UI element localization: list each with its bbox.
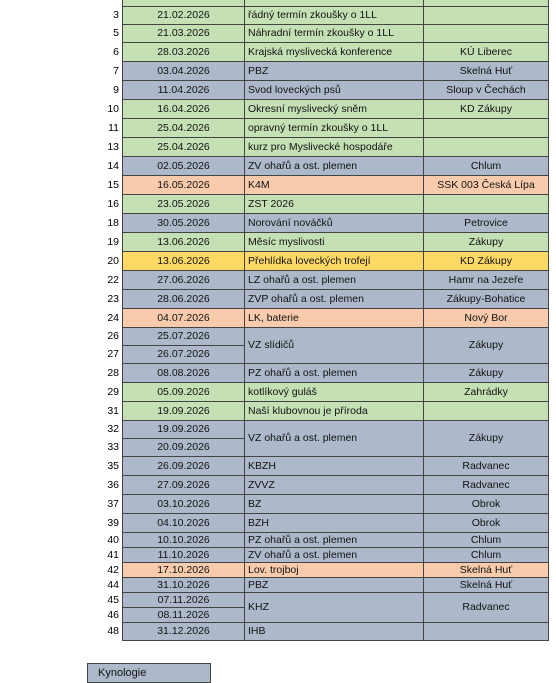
week-number: 31 [86,402,123,421]
event-date: 27.06.2026 [123,271,245,290]
event-name: PBZ [245,62,424,81]
event-name: řádný termín zkoušky o 1LL [245,7,424,25]
week-number: 15 [86,176,123,195]
week-number: 13 [86,138,123,157]
schedule-row [86,81,549,100]
schedule-row [86,563,549,578]
week-number: 3 [86,7,123,25]
event-date: 20.09.2026 [123,439,245,457]
schedule-row [86,62,549,81]
event-date: 25.07.2026 [123,328,245,346]
week-number: 27 [86,346,123,364]
event-name: K4M [245,176,424,195]
event-place: Skelná Huť [424,563,549,578]
event-date: 28.06.2026 [123,290,245,309]
event-date: 16.04.2026 [123,100,245,119]
event-name: VZ ohařů a ost. plemen [245,421,424,457]
week-number: 41 [86,548,123,563]
week-number: 10 [86,100,123,119]
event-name: Lov. trojboj [245,563,424,578]
event-date: 02.05.2026 [123,157,245,176]
event-date: 31.12.2026 [123,623,245,641]
event-date: 31.10.2026 [123,578,245,593]
week-number: 44 [86,578,123,593]
event-place: Radvanec [424,476,549,495]
event-name: opravný termín zkoušky o 1LL [245,119,424,138]
event-date: 11.04.2026 [123,81,245,100]
schedule-row [86,214,549,233]
schedule-row [86,383,549,402]
event-date: 17.10.2026 [123,563,245,578]
event-name: Okresní myslivecký sněm [245,100,424,119]
event-place [424,623,549,641]
schedule-row [86,578,549,593]
event-name: Měsíc myslivosti [245,233,424,252]
event-name: Krajská myslivecká konference [245,43,424,62]
week-number: 14 [86,157,123,176]
schedule-row [86,623,549,641]
schedule-row [86,495,549,514]
legend-label: Kynologie [98,667,147,679]
event-date: 19.09.2026 [123,421,245,439]
event-name: KBZH [245,457,424,476]
event-place [424,25,549,43]
schedule-row [86,252,549,271]
event-place [424,138,549,157]
event-place: KD Zákupy [424,252,549,271]
event-name: Norování nováčků [245,214,424,233]
event-date: 25.04.2026 [123,119,245,138]
event-date: 21.02.2026 [123,7,245,25]
event-date: 10.10.2026 [123,533,245,548]
schedule-row [86,548,549,563]
schedule-row [86,514,549,533]
schedule-row [86,290,549,309]
event-date: 27.09.2026 [123,476,245,495]
week-number: 5 [86,25,123,43]
event-place: Obrok [424,514,549,533]
week-number: 37 [86,495,123,514]
week-number: 26 [86,328,123,346]
event-date: 04.07.2026 [123,309,245,328]
event-date: 26.07.2026 [123,346,245,364]
event-date: 07.11.2026 [123,593,245,608]
schedule-row [86,233,549,252]
week-number: 24 [86,309,123,328]
week-number: 18 [86,214,123,233]
schedule-row [86,402,549,421]
event-name: BZH [245,514,424,533]
week-number: 9 [86,81,123,100]
event-name: ZV ohařů a ost. plemen [245,157,424,176]
schedule-row [86,328,549,346]
week-number: 45 [86,593,123,608]
event-place: Zákupy-Bohatice [424,290,549,309]
event-name: LK, baterie [245,309,424,328]
event-place: Chlum [424,548,549,563]
week-number: 48 [86,623,123,641]
event-place: Zákupy [424,328,549,364]
event-place: Chlum [424,533,549,548]
event-place: Chlum [424,157,549,176]
week-number: 20 [86,252,123,271]
week-number: 36 [86,476,123,495]
schedule-row [86,25,549,43]
event-date: 08.11.2026 [123,608,245,623]
event-place [424,7,549,25]
week-number: 29 [86,383,123,402]
schedule-row [86,364,549,383]
event-name: ZV ohařů a ost. plemen [245,548,424,563]
event-place [424,119,549,138]
event-name: ZVVZ [245,476,424,495]
event-date: 26.09.2026 [123,457,245,476]
event-name: ZST 2026 [245,195,424,214]
week-number: 46 [86,608,123,623]
schedule-row [86,309,549,328]
schedule-row [86,7,549,25]
event-name: PZ ohařů a ost. plemen [245,533,424,548]
week-number: 23 [86,290,123,309]
event-place: Zákupy [424,421,549,457]
event-place: Radvanec [424,457,549,476]
event-name: kotlíkový guláš [245,383,424,402]
event-place [424,195,549,214]
week-number: 11 [86,119,123,138]
week-number: 22 [86,271,123,290]
week-number: 32 [86,421,123,439]
legend-kynologie [87,663,211,683]
event-place: Skelná Huť [424,62,549,81]
event-date: 03.10.2026 [123,495,245,514]
week-number: 6 [86,43,123,62]
week-number: 28 [86,364,123,383]
event-name: LZ ohařů a ost. plemen [245,271,424,290]
event-date: 11.10.2026 [123,548,245,563]
schedule-row [86,195,549,214]
event-date: 08.08.2026 [123,364,245,383]
schedule-table [86,0,549,641]
event-name: IHB [245,623,424,641]
event-place: Zákupy [424,364,549,383]
event-name: ZVP ohařů a ost. plemen [245,290,424,309]
event-date: 16.05.2026 [123,176,245,195]
schedule-row [86,476,549,495]
schedule-row [86,138,549,157]
schedule-row [86,421,549,439]
schedule-row [86,119,549,138]
week-number: 33 [86,439,123,457]
event-place: Nový Bor [424,309,549,328]
week-number: 39 [86,514,123,533]
event-date: 30.05.2026 [123,214,245,233]
event-place: Obrok [424,495,549,514]
week-number: 16 [86,195,123,214]
schedule-body [86,0,549,641]
event-place: SSK 003 Česká Lípa [424,176,549,195]
schedule-row [86,533,549,548]
event-date: 28.03.2026 [123,43,245,62]
event-name: PZ ohařů a ost. plemen [245,364,424,383]
event-name: Naší klubovnou je příroda [245,402,424,421]
schedule-row [86,176,549,195]
event-place: Hamr na Jezeře [424,271,549,290]
event-date: 04.10.2026 [123,514,245,533]
event-place: Zahrádky [424,383,549,402]
event-name: Náhradní termín zkoušky o 1LL [245,25,424,43]
week-number: 42 [86,563,123,578]
event-name: BZ [245,495,424,514]
schedule-row [86,271,549,290]
event-place: Skelná Huť [424,578,549,593]
event-place: KD Zákupy [424,100,549,119]
week-number: 7 [86,62,123,81]
schedule-row [86,100,549,119]
event-name: Svod loveckých psů [245,81,424,100]
week-number: 19 [86,233,123,252]
event-date: 23.05.2026 [123,195,245,214]
event-date: 13.06.2026 [123,252,245,271]
schedule-row [86,593,549,608]
event-place [424,402,549,421]
week-number: 40 [86,533,123,548]
event-name: VZ slídičů [245,328,424,364]
event-place: Sloup v Čechách [424,81,549,100]
event-place: Radvanec [424,593,549,623]
event-name: kurz pro Myslivecké hospodáře [245,138,424,157]
event-name: KHZ [245,593,424,623]
event-date: 05.09.2026 [123,383,245,402]
week-number: 35 [86,457,123,476]
event-place: KÚ Liberec [424,43,549,62]
event-place: Petrovice [424,214,549,233]
event-date: 13.06.2026 [123,233,245,252]
schedule-row [86,157,549,176]
event-date: 21.03.2026 [123,25,245,43]
event-date: 03.04.2026 [123,62,245,81]
event-name: Přehlídka loveckých trofejí [245,252,424,271]
event-date: 25.04.2026 [123,138,245,157]
schedule-row [86,457,549,476]
event-date: 19.09.2026 [123,402,245,421]
event-place: Zákupy [424,233,549,252]
schedule-row [86,43,549,62]
event-name: PBZ [245,578,424,593]
